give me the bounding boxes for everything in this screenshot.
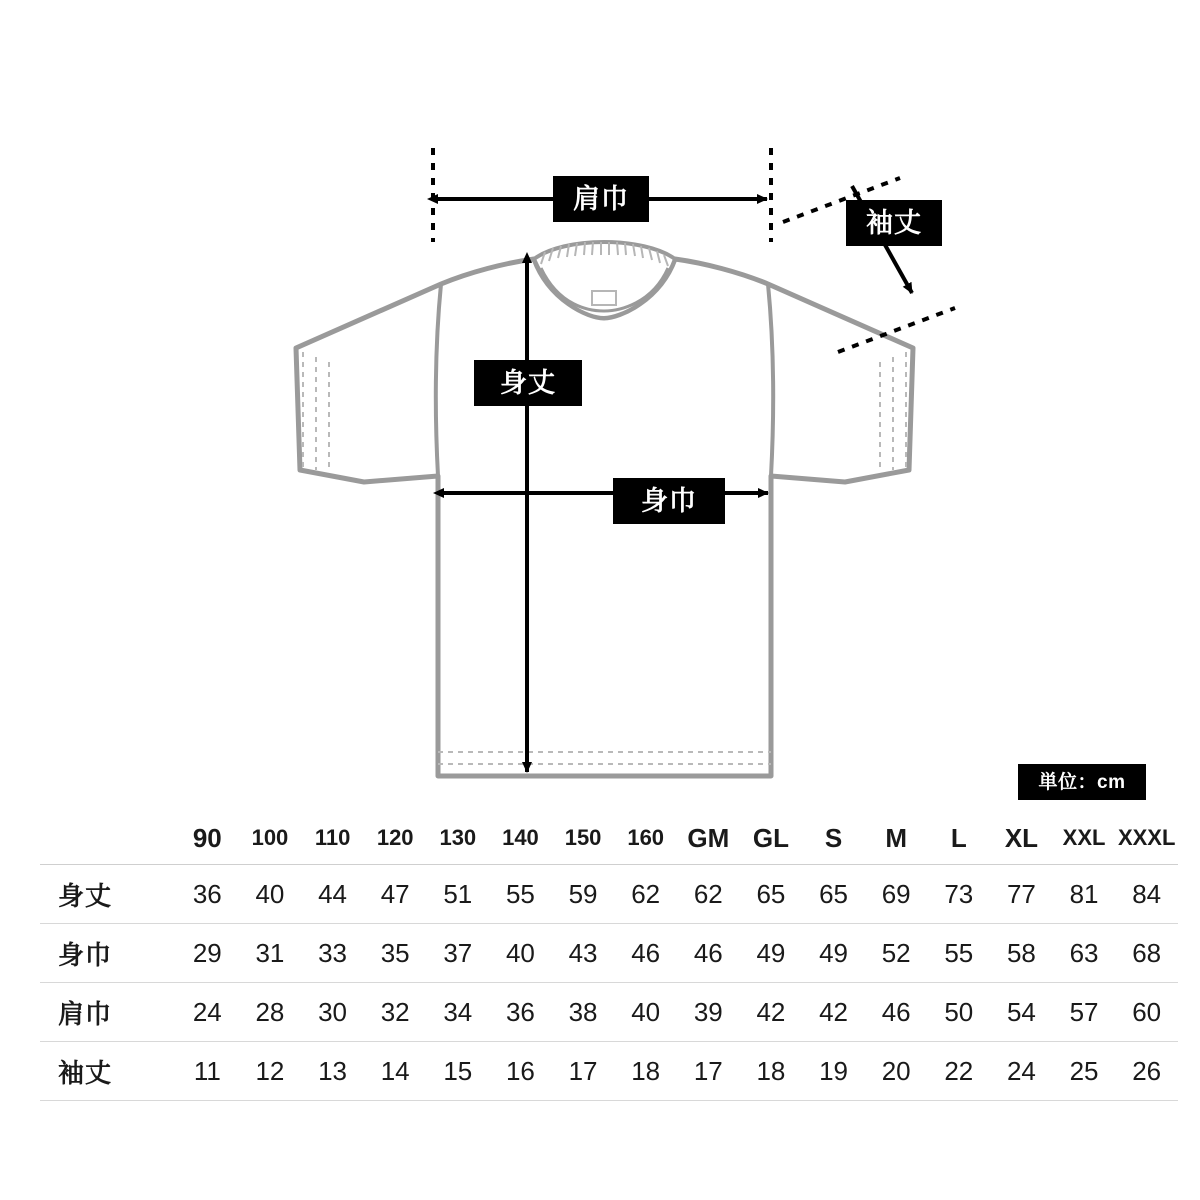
size-column-header: XXXL [1115, 812, 1178, 865]
size-column-header: 100 [239, 812, 302, 865]
measurement-value: 39 [677, 983, 740, 1042]
measurement-value: 81 [1053, 865, 1116, 924]
measurement-value: 46 [677, 924, 740, 983]
measurement-value: 69 [865, 865, 928, 924]
measurement-value: 20 [865, 1042, 928, 1101]
size-column-header: GM [677, 812, 740, 865]
measurement-value: 32 [364, 983, 427, 1042]
measurement-value: 14 [364, 1042, 427, 1101]
label-body-length: 身丈 [474, 360, 582, 406]
size-column-header: 110 [301, 812, 364, 865]
measurement-row-label: 袖丈 [40, 1042, 176, 1101]
measurement-value: 59 [552, 865, 615, 924]
measurement-value: 55 [489, 865, 552, 924]
size-column-header: 120 [364, 812, 427, 865]
size-table-body [40, 865, 1178, 1101]
size-column-header: XL [990, 812, 1053, 865]
measurement-value: 26 [1115, 1042, 1178, 1101]
table-header-row [40, 812, 1178, 865]
measurement-value: 51 [427, 865, 490, 924]
measurement-value: 17 [677, 1042, 740, 1101]
measurement-value: 40 [239, 865, 302, 924]
size-table-header [40, 812, 1178, 865]
measurement-value: 31 [239, 924, 302, 983]
measurement-row-label: 身丈 [40, 865, 176, 924]
measurement-value: 47 [364, 865, 427, 924]
measurement-value: 24 [176, 983, 239, 1042]
measurement-value: 36 [489, 983, 552, 1042]
measurement-value: 68 [1115, 924, 1178, 983]
measurement-value: 57 [1053, 983, 1116, 1042]
measurement-value: 43 [552, 924, 615, 983]
measurement-value: 15 [427, 1042, 490, 1101]
label-shoulder-width: 肩巾 [553, 176, 649, 222]
measurement-value: 17 [552, 1042, 615, 1101]
measurement-row-label: 身巾 [40, 924, 176, 983]
measurement-value: 77 [990, 865, 1053, 924]
measurement-value: 12 [239, 1042, 302, 1101]
size-column-header: 150 [552, 812, 615, 865]
measurement-value: 42 [802, 983, 865, 1042]
measurement-value: 49 [802, 924, 865, 983]
measurement-value: 37 [427, 924, 490, 983]
table-corner-cell [40, 812, 176, 865]
table-row [40, 1042, 1178, 1101]
measurement-value: 18 [740, 1042, 803, 1101]
measurement-value: 55 [928, 924, 991, 983]
measurement-value: 11 [176, 1042, 239, 1101]
measurement-value: 40 [489, 924, 552, 983]
measurement-value: 65 [740, 865, 803, 924]
measurement-value: 28 [239, 983, 302, 1042]
size-column-header: S [802, 812, 865, 865]
label-unit: 単位：cm [1018, 764, 1146, 800]
measurement-value: 24 [990, 1042, 1053, 1101]
measurement-value: 62 [614, 865, 677, 924]
measurement-value: 63 [1053, 924, 1116, 983]
measurement-value: 54 [990, 983, 1053, 1042]
measurement-value: 73 [928, 865, 991, 924]
size-table [40, 812, 1178, 1101]
measurement-value: 49 [740, 924, 803, 983]
measurement-value: 35 [364, 924, 427, 983]
measurement-value: 16 [489, 1042, 552, 1101]
tshirt-outline [296, 242, 913, 776]
measurement-value: 33 [301, 924, 364, 983]
measurement-value: 34 [427, 983, 490, 1042]
size-column-header: 90 [176, 812, 239, 865]
measurement-value: 58 [990, 924, 1053, 983]
measurement-value: 62 [677, 865, 740, 924]
measurement-value: 19 [802, 1042, 865, 1101]
label-sleeve-length: 袖丈 [846, 200, 942, 246]
measurement-value: 36 [176, 865, 239, 924]
measurement-value: 18 [614, 1042, 677, 1101]
measurement-value: 52 [865, 924, 928, 983]
size-column-header: XXL [1053, 812, 1116, 865]
size-column-header: 130 [427, 812, 490, 865]
measurement-value: 50 [928, 983, 991, 1042]
measurement-value: 42 [740, 983, 803, 1042]
measurement-value: 44 [301, 865, 364, 924]
measurement-value: 65 [802, 865, 865, 924]
measurement-value: 29 [176, 924, 239, 983]
table-row [40, 924, 1178, 983]
measurement-value: 38 [552, 983, 615, 1042]
measurement-value: 22 [928, 1042, 991, 1101]
table-row [40, 983, 1178, 1042]
table-row [40, 865, 1178, 924]
label-body-width: 身巾 [613, 478, 725, 524]
size-column-header: 140 [489, 812, 552, 865]
measurement-value: 60 [1115, 983, 1178, 1042]
size-column-header: M [865, 812, 928, 865]
measurement-value: 25 [1053, 1042, 1116, 1101]
measurement-value: 84 [1115, 865, 1178, 924]
size-column-header: 160 [614, 812, 677, 865]
measurement-value: 30 [301, 983, 364, 1042]
measurement-row-label: 肩巾 [40, 983, 176, 1042]
measurement-value: 40 [614, 983, 677, 1042]
measurement-value: 46 [614, 924, 677, 983]
size-column-header: GL [740, 812, 803, 865]
measurement-value: 46 [865, 983, 928, 1042]
measurement-value: 13 [301, 1042, 364, 1101]
size-column-header: L [928, 812, 991, 865]
